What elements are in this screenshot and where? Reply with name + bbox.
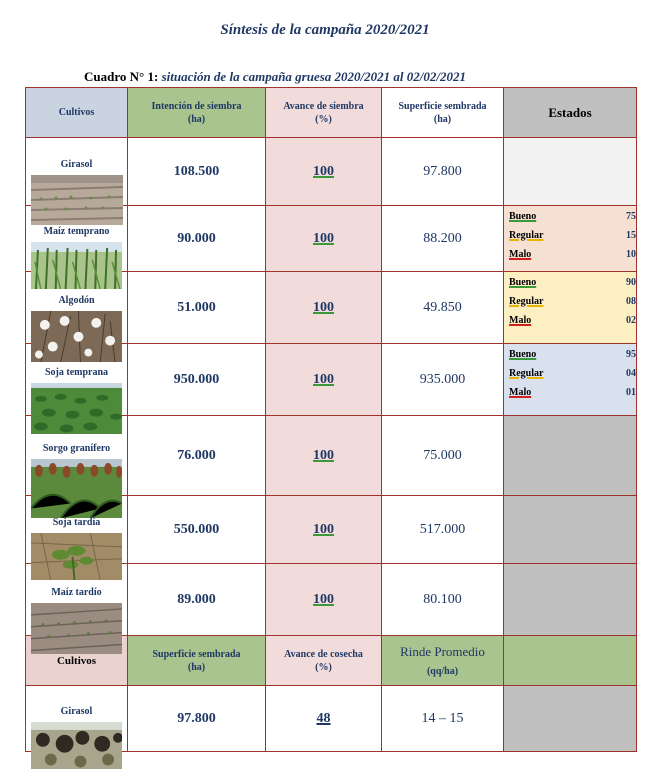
- header2-superficie: [128, 636, 266, 686]
- caption-prefix: Cuadro N° 1:: [84, 69, 159, 84]
- avance-cell: 100: [266, 344, 382, 416]
- superficie-cell: 49.850: [382, 272, 504, 344]
- crop-name: Soja temprana: [44, 366, 109, 378]
- maiz-tardio-photo: [31, 603, 122, 654]
- intencion-cell: 550.000: [128, 496, 266, 564]
- superficie-cell: 935.000: [382, 344, 504, 416]
- header-intencion-label: Intención de siembra: [151, 100, 242, 112]
- header2-avance: [266, 636, 382, 686]
- estado-bueno-label: Bueno: [509, 277, 537, 288]
- superficie-cell: 80.100: [382, 564, 504, 636]
- table-row-harvest: [26, 686, 637, 752]
- girasol-cosecha-photo: [31, 722, 122, 769]
- table-row: [26, 138, 637, 206]
- estado-bueno-value: 95: [626, 349, 636, 360]
- harvest-empty-cell: [504, 686, 637, 752]
- maiz-photo: [31, 242, 122, 289]
- estado-malo-value: 02: [626, 315, 636, 326]
- estado-regular-label: Regular: [509, 230, 544, 241]
- superficie-cell: 88.200: [382, 206, 504, 272]
- estado-malo-label: Malo: [509, 315, 532, 326]
- estados-cell: [504, 272, 637, 344]
- avance-cell: 100: [266, 496, 382, 564]
- avance-cell: 100: [266, 416, 382, 496]
- crop-name: Soja tardía: [52, 516, 101, 528]
- header-superficie-unit: (ha): [433, 113, 452, 125]
- avance-cosecha-cell: 48: [266, 686, 382, 752]
- crop-cell: [26, 686, 128, 752]
- header2-rinde-unit: (qq/ha): [426, 665, 459, 677]
- sorgo-photo: [31, 459, 122, 518]
- estados-cell: [504, 344, 637, 416]
- rinde-cell: 14 – 15: [382, 686, 504, 752]
- estado-regular-value: 08: [626, 296, 636, 307]
- estado-malo-label: Malo: [509, 249, 532, 260]
- soja-tardia-photo: [31, 533, 122, 580]
- estados-cell: [504, 496, 637, 564]
- header2-empty: [504, 636, 637, 686]
- superficie-cell: 517.000: [382, 496, 504, 564]
- estado-regular-value: 04: [626, 368, 636, 379]
- soja-temprana-photo: [31, 383, 122, 434]
- crop-name: Maíz tardío: [51, 586, 102, 598]
- header-avance-label: Avance de siembra: [283, 100, 364, 112]
- crop-name: Girasol: [60, 705, 93, 717]
- header2-rinde: [382, 636, 504, 686]
- crop-cell: [26, 138, 128, 206]
- header2-avance-label: Avance de cosecha: [284, 648, 363, 660]
- superficie-cosecha-cell: 97.800: [128, 686, 266, 752]
- estado-bueno-value: 75: [626, 211, 636, 222]
- header2-superficie-label: Superficie sembrada: [152, 648, 241, 660]
- intencion-cell: 51.000: [128, 272, 266, 344]
- intencion-cell: 76.000: [128, 416, 266, 496]
- intencion-cell: 950.000: [128, 344, 266, 416]
- header-avance: [266, 88, 382, 138]
- header-cultivos: Cultivos: [26, 88, 128, 138]
- superficie-cell: 97.800: [382, 138, 504, 206]
- intencion-cell: 108.500: [128, 138, 266, 206]
- avance-cell: 100: [266, 272, 382, 344]
- crop-name: Algodón: [58, 294, 95, 306]
- header2-cultivos: Cultivos: [26, 636, 128, 686]
- header-superficie-label: Superficie sembrada: [398, 100, 487, 112]
- campaign-table: [25, 87, 637, 752]
- superficie-cell: 75.000: [382, 416, 504, 496]
- estados-cell: [504, 564, 637, 636]
- avance-cell: 100: [266, 138, 382, 206]
- estado-bueno-value: 90: [626, 277, 636, 288]
- estado-bueno-label: Bueno: [509, 349, 537, 360]
- header-estados: Estados: [504, 88, 637, 138]
- algodon-photo: [31, 311, 122, 362]
- girasol-photo: [31, 175, 123, 225]
- intencion-cell: 90.000: [128, 206, 266, 272]
- estados-cell: [504, 416, 637, 496]
- crop-name: Girasol: [60, 158, 93, 170]
- intencion-cell: 89.000: [128, 564, 266, 636]
- estado-malo-value: 10: [626, 249, 636, 260]
- page-title: Síntesis de la campaña 2020/2021: [220, 22, 430, 38]
- table-caption: [84, 69, 466, 85]
- avance-cell: 100: [266, 564, 382, 636]
- estados-cell: [504, 138, 637, 206]
- estado-regular-label: Regular: [509, 296, 544, 307]
- caption-text: situación de la campaña gruesa 2020/2021 al 02/02/2021: [161, 69, 466, 84]
- estado-malo-label: Malo: [509, 387, 532, 398]
- estado-regular-label: Regular: [509, 368, 544, 379]
- header-intencion: [128, 88, 266, 138]
- header-avance-unit: (%): [315, 113, 332, 125]
- estado-regular-value: 15: [626, 230, 636, 241]
- header-row: [26, 88, 637, 138]
- header2-avance-unit: (%): [315, 661, 332, 673]
- estados-cell: [504, 206, 637, 272]
- header-intencion-unit: (ha): [187, 113, 206, 125]
- crop-name: Sorgo granífero: [42, 442, 111, 454]
- header-superficie: [382, 88, 504, 138]
- estado-malo-value: 01: [626, 387, 636, 398]
- header2-rinde-label: Rinde Promedio: [400, 643, 485, 659]
- avance-cell: 100: [266, 206, 382, 272]
- header2-superficie-unit: (ha): [187, 661, 206, 673]
- estado-bueno-label: Bueno: [509, 211, 537, 222]
- crop-name: Maíz temprano: [43, 225, 110, 237]
